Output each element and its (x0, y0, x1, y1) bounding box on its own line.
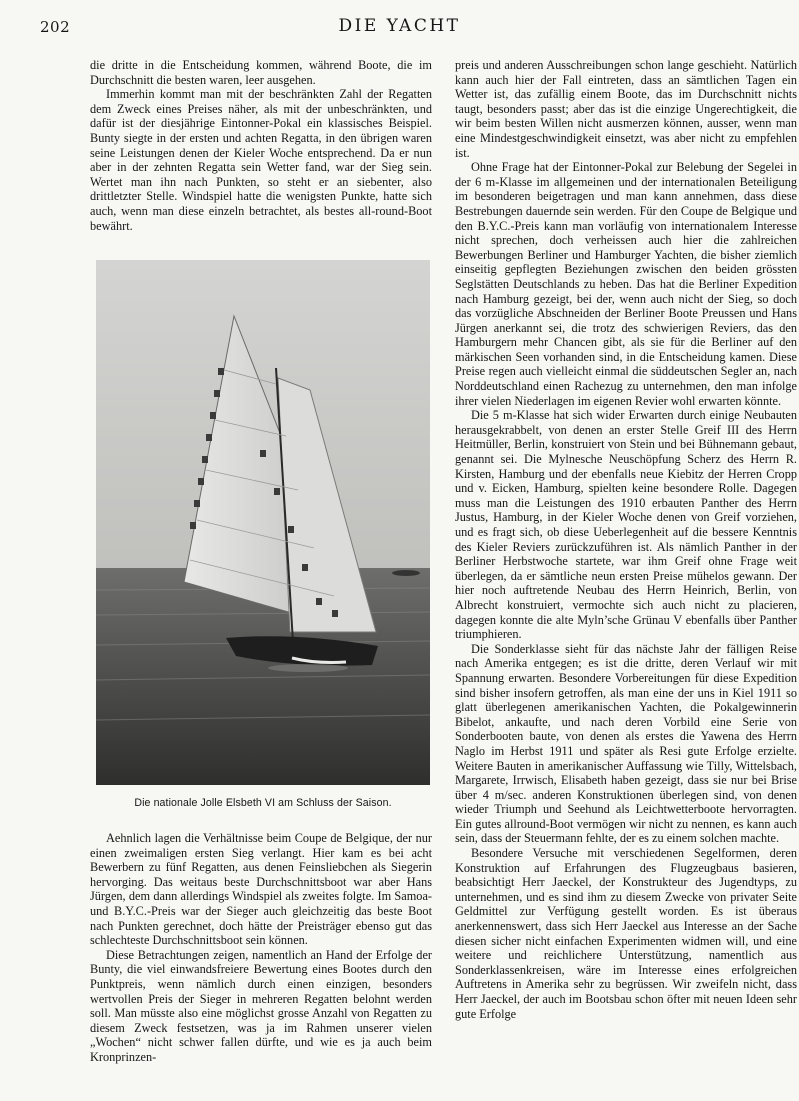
paragraph: Die Sonderklasse sieht für das nächste Jahr der fälligen Reise nach Amerika entgegen; es ist die dritte, deren Verlauf wir mit Spannung erwarten. Besondere Vorbereitungen für diese Expedition sind bisher insofern getroffen, als man eine der uns in Kiel 1911 so glatt überlegenen amerikanischen Yachten, die Pokalgewinnerin Bibelot, ankaufte, und nach deren Vorbild eine Serie von Sonderbooten baute, von denen als erstes die Yawena des Herrn Naglo im Herbst 1911 und später als Resi gute Erfolge erzielte. Weitere Bauten in amerikanischer Auffassung wie Tilly, Wittelsbach, Margarete, Irrwisch, Elisabeth haben gezeigt, dass sie nur bei Brise über 4 m/sec. anderen Konstruktionen überlegen sind, von denen wieder Triumph und Seehund als Leichtwetterboote hervorragten. Ein gutes allround-Boot vermögen wir nicht zu nennen, es kann auch sein, dass der Steuermann fehlte, der es zu einem solchen machte. (455, 641, 797, 846)
running-title: DIE YACHT (338, 16, 461, 36)
paragraph: Ohne Frage hat der Eintonner-Pokal zur Belebung der Segelei in der 6 m-Klasse im allgemeinen und der internationalen Beteiligung im besonderen beigetragen und man kann annehmen, dass diese Bestrebungen dauernde sein werden. Für den Coupe de Belgique und den B.Y.C.-Preis kann man vorläufig von internationalem Interesse nicht sprechen, doch verheissen auch hier die zahlreichen Bewerbungen Berliner und Hamburger Yachten, die bisher ziemlich einseitig gepflegten Beziehungen zwischen den beiden grössten Seglstätten Deutschlands zu heben. Das hat die Berliner Expedition nach Hamburg gezeigt, bei der, wenn auch nicht der Sieg, so doch das vorzügliche Abschneiden der Berliner Boote Preussen und Hans Jürgen anerkannt sei, die trotz des schwierigen Reviers, das den Hamburgern mehr Chancen gibt, als sie für die Berliner auf den märkischen Seen vorhanden sind, in die Entscheidung kamen. Diese Preise regen auch vielleicht einmal die süddeutschen Segler an, nach Norddeutschland einen Rachezug zu unternehmen, den man infolge ihrer vielen Niederlagen im eigenen Revier wohl erwarten könnte. (455, 160, 797, 408)
paragraph: Die 5 m-Klasse hat sich wider Erwarten durch einige Neubauten herausgekrabbelt, von denen an erster Stelle Greif III des Herrn Heitmüller, Berlin, konstruiert von Stein und bei Bühnemann gebaut, genannt sei. Die Mylnesche Neuschöpfung Scherz des Herrn R. Kirsten, Hamburg und der ebenfalls neue Kiebitz der Herren Cropp und v. Eicken, Hamburg, spielten keine besondere Rolle. Dagegen muss man die Leistungen des 1910 erbauten Panther des Herrn Justus, Hamburg, in der Kieler Woche denen von Greif vorziehen, und es fragt sich, ob diese Ueberlegenheit auf die bessere Kenntnis des Kieler Reviers zurückzuführen ist. Als nämlich Panther in der Berliner Herbstwoche startete, war ihm Greif ohne Frage weit überlegen, da er sämtliche neun ersten Preise mühelos gewann. Der hier noch auftretende Neubau des Herrn Heinrich, Berlin, von Albrecht konstruiert, vermochte sich auch nicht zu placieren, dagegen konnte die alte Myln’sche Grünau V ebenfalls über Panther triumphieren. (455, 408, 797, 642)
left-column-top (90, 58, 432, 233)
paragraph: Aehnlich lagen die Verhältnisse beim Coupe de Belgique, der nur einen zweimaligen ersten Sieg verlangt. Hier kam es bei acht Bewerbern zu fünf Regatten, aus denen Feinsliebchen als Siegerin hervorging. Das weitaus beste Durchschnittsboot war aber Hans Jürgen, dem dann allerdings Windspiel als zweites folgte. Im Samoa- und B.Y.C.-Preis war der Sieger auch gleichzeitig das beste Boot nach Punkten gerechnet, doch hätte der Preisträger ebenso gut das schlechteste Durchschnittsboot sein können. (90, 831, 432, 948)
paragraph: preis und anderen Ausschreibungen schon lange geschieht. Natürlich kann auch hier der Fall eintreten, dass an sämtlichen Tagen ein Wetter ist, das zufällig einem Boote, das im Durchschnitt nichts taugt, besonders passt; aber das ist die einzige Ungerechtigkeit, die wir beim besten Willen nicht ausmerzen können, ausser, wenn man eine Mindestgeschwindigkeit einsetzt, was aber nicht zu empfehlen ist. (455, 58, 797, 160)
sailboat-photo (96, 260, 430, 785)
right-column (455, 58, 797, 1021)
page-number: 202 (40, 18, 71, 36)
paragraph: Diese Betrachtungen zeigen, namentlich an Hand der Erfolge der Bunty, die viel einwandsfreiere Bewertung eines Bootes durch den Punktpreis, wenn nämlich durch einen einzigen, besonders wertvollen Preis der Sieger in mehreren Regatten belohnt werden soll. Man müsste also eine möglichst grosse Anzahl von Regatten zu diesem Zweck festsetzen, was ja im Rahmen unserer vielen „Wochen“ nicht schwer fallen dürfte, und wie es ja auch beim Kronprinzen- (90, 947, 432, 1064)
figure-caption: Die nationale Jolle Elsbeth VI am Schluss der Saison. (134, 797, 392, 809)
paragraph: die dritte in die Entscheidung kommen, während Boote, die im Durchschnitt die besten waren, leer ausgehen. (90, 58, 432, 87)
paragraph: Immerhin kommt man mit der beschränkten Zahl der Regatten dem Zweck eines Preises näher, als mit der unbeschränkten, und dafür ist der diesjährige Eintonner-Pokal ein klassisches Beispiel. Bunty siegte in der ersten und achten Regatta, in den übrigen waren seine Leistungen denen der Kieler Woche entsprechend. Da er nun aber in der zehnten Regatta sein Wetter fand, war der Sieg sein. Wertet man ihn nach Punkten, so steht er an siebenter, also drittletzter Stelle. Windspiel hatte die wenigsten Punkte, hatte sich auch, wenn man diese einzeln betrachtet, als bestes all-round-Boot bewährt. (90, 87, 432, 233)
left-column-bottom (90, 831, 432, 1065)
paragraph: Besondere Versuche mit verschiedenen Segelformen, deren Konstruktion auf Erfahrungen des Flugzeugbaus basieren, beabsichtigt Herr Jaeckel, der Konstrukteur des Jugendtyps, zu unternehmen, und es sind ihm zu diesem Zwecke von privater Seite Geldmittel zur Verfügung gestellt worden. Es ist überaus anerkennenswert, dass sich Herr Jaeckel aus Interesse an der Sache diesen sicher nicht einfachen Experimenten widmen will, und eine weitere und reichlichere Unterstützung, namentlich aus Sonderklassenkreisen, wäre im Interesse eines erfolgreichen Auftretens in Amerika sehr zu begrüssen. Wir zweifeln nicht, dass Herr Jaeckel, der auch im Bootsbau schon öfter mit neuen Ideen sehr gute Erfolge (455, 846, 797, 1021)
